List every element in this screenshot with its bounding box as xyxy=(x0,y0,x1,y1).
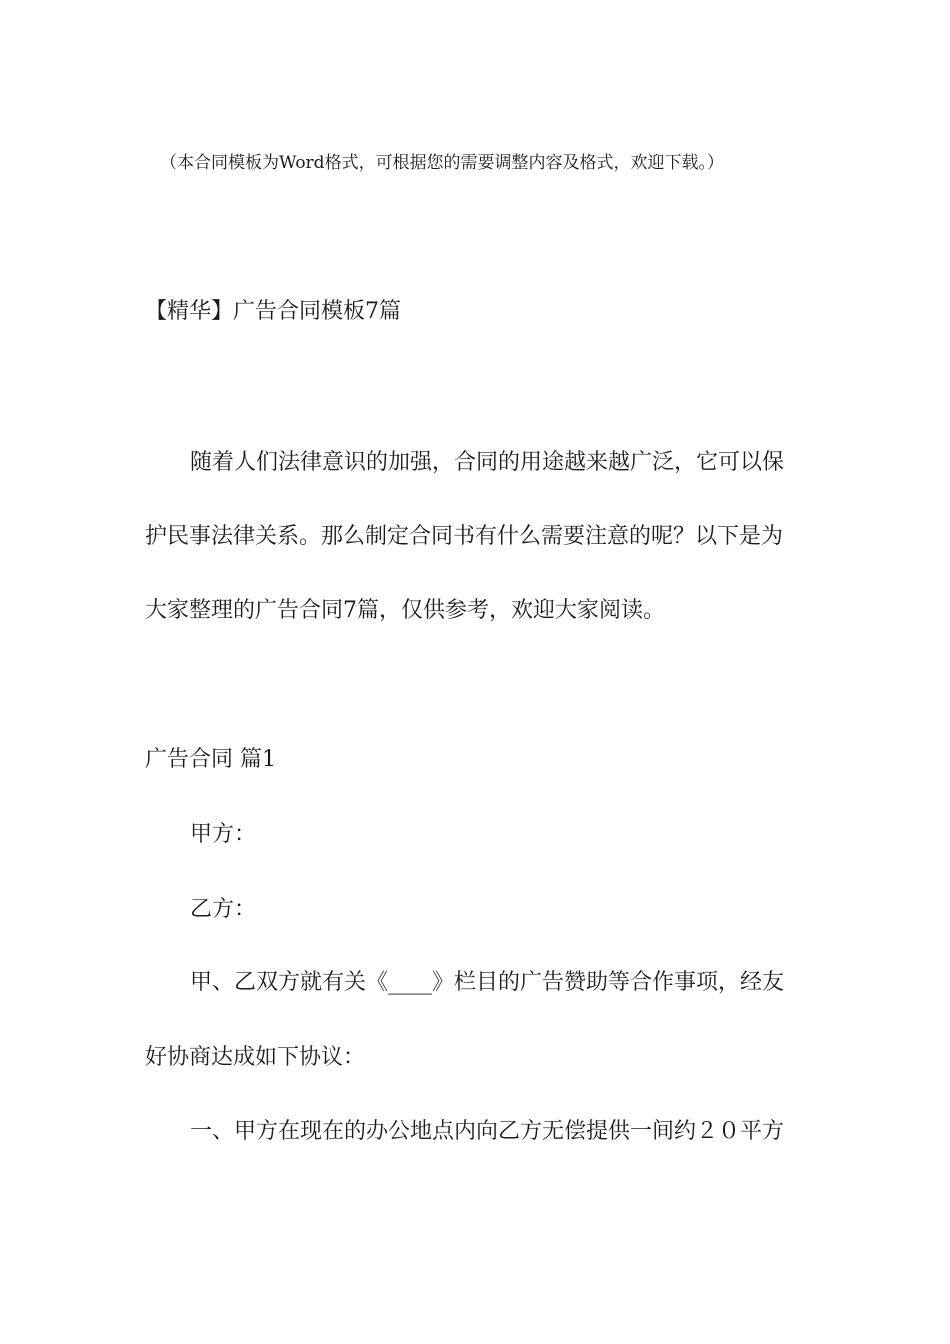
clause-1-line: 一、甲方在现在的办公地点内向乙方无偿提供一间约２０平方 xyxy=(190,1119,785,1144)
section-heading: 广告合同 篇1 xyxy=(145,747,276,772)
agreement-paragraph-line: 甲、乙双方就有关《____》栏目的广告赞助等合作事项，经友 xyxy=(190,970,785,995)
intro-paragraph-line: 护民事法律关系。那么制定合同书有什么需要注意的呢？以下是为 xyxy=(145,524,784,549)
party-a-label: 甲方： xyxy=(190,822,257,847)
intro-paragraph-line: 大家整理的广告合同7篇，仅供参考，欢迎大家阅读。 xyxy=(145,598,665,623)
intro-paragraph-line: 随着人们法律意识的加强，合同的用途越来越广泛，它可以保 xyxy=(190,450,785,475)
template-note: （本合同模板为Word格式，可根据您的需要调整内容及格式，欢迎下载。） xyxy=(160,153,725,173)
document-title: 【精华】广告合同模板7篇 xyxy=(145,299,401,324)
party-b-label: 乙方： xyxy=(190,897,257,922)
agreement-paragraph-line: 好协商达成如下协议： xyxy=(145,1045,366,1070)
